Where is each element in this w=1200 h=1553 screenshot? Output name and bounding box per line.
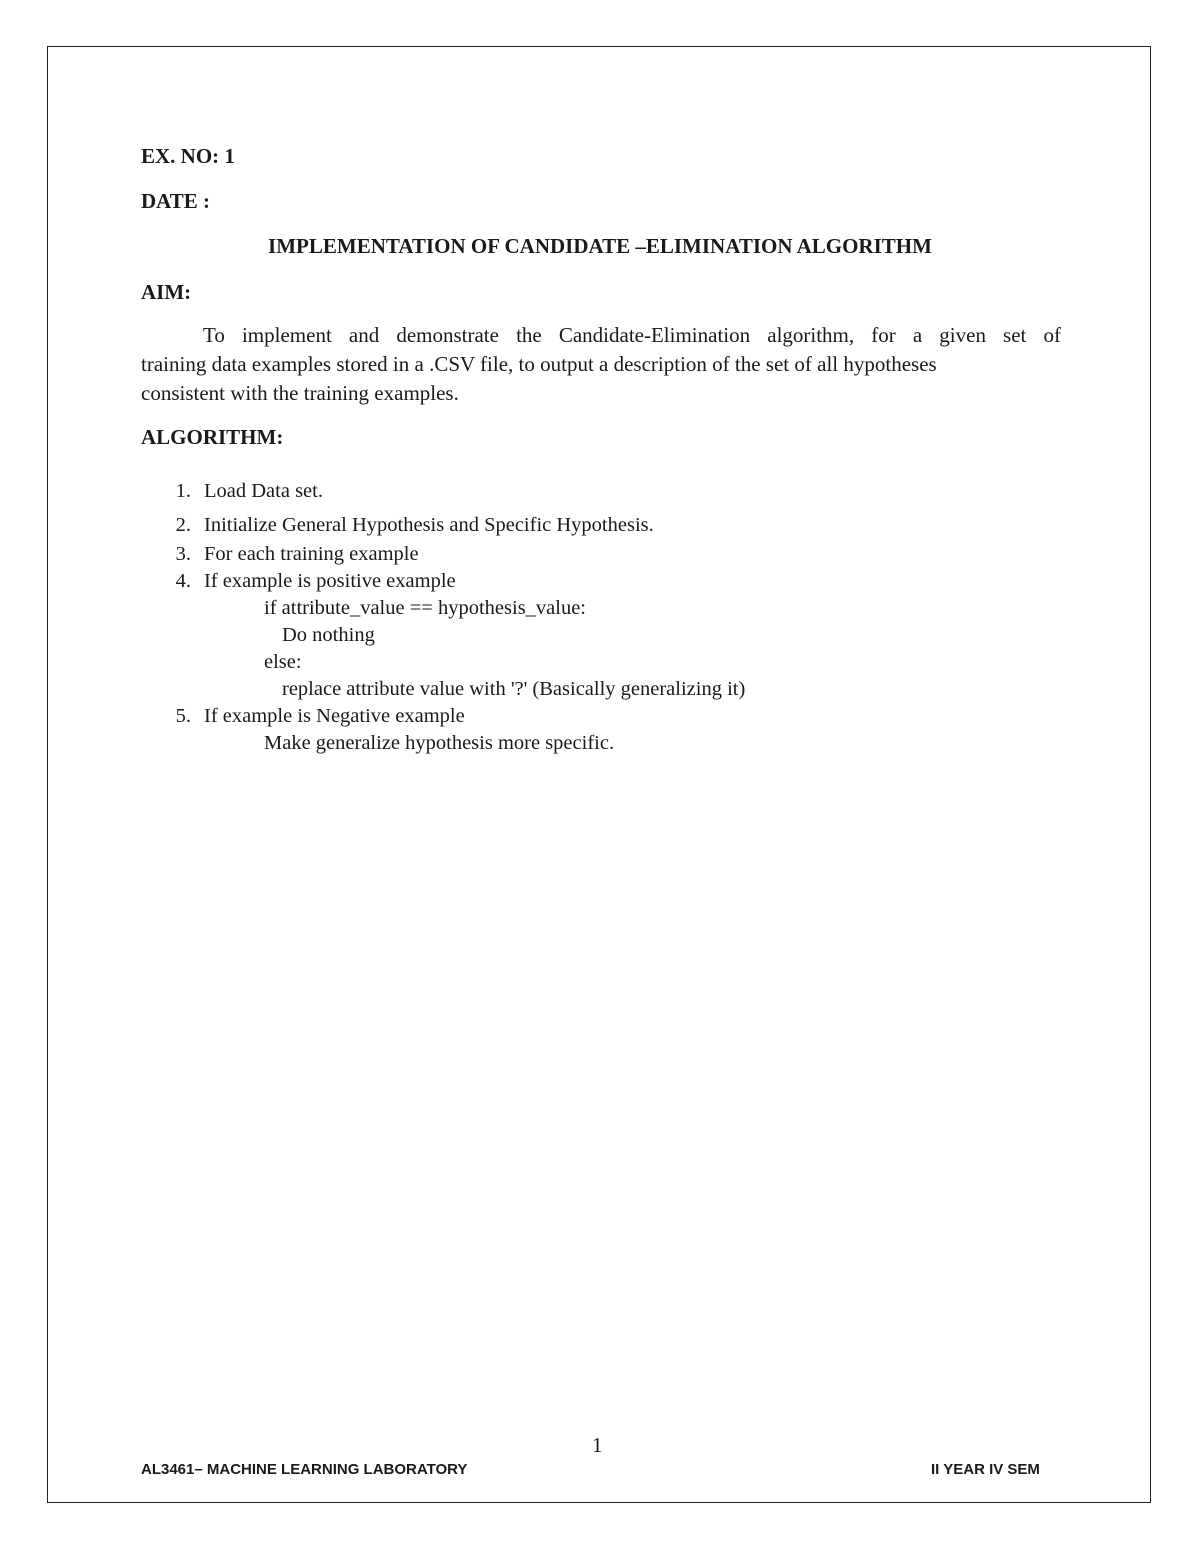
aim-paragraph: [141, 321, 1061, 408]
step-text: If example is positive example: [204, 570, 456, 592]
sub-step-text: replace attribute value with '?' (Basically generalizing it): [282, 678, 746, 700]
step-text: If example is Negative example: [204, 705, 465, 727]
page-title: [0, 234, 1200, 259]
step-text: Initialize General Hypothesis and Specific Hypothesis.: [204, 514, 654, 536]
sub-step-text: Make generalize hypothesis more specific.: [264, 732, 615, 754]
step-number: 3.: [175, 543, 191, 565]
page-number: 1: [592, 1433, 603, 1457]
sub-step-text: Do nothing: [282, 624, 375, 646]
sub-step-text: else:: [264, 651, 302, 673]
aim-line-3: consistent with the training examples.: [141, 381, 459, 405]
step-text: Load Data set.: [204, 480, 323, 502]
aim-line-1: To implement and demonstrate the Candidate-Elimination algorithm, for a given set of: [203, 323, 1061, 347]
step-number: 4.: [175, 570, 191, 592]
step-text: For each training example: [204, 543, 419, 565]
step-number: 1.: [175, 480, 191, 502]
footer-year-semester: II YEAR IV SEM: [931, 1461, 1040, 1478]
page-title-text: IMPLEMENTATION OF CANDIDATE –ELIMINATION ALGORITHM: [268, 234, 932, 258]
step-number: 5.: [175, 705, 191, 727]
footer-course-title: AL3461– MACHINE LEARNING LABORATORY: [141, 1461, 468, 1478]
date-label: DATE :: [141, 189, 211, 213]
algorithm-heading: ALGORITHM:: [141, 425, 284, 449]
exercise-number: EX. NO: 1: [141, 144, 235, 168]
sub-step-text: if attribute_value == hypothesis_value:: [264, 597, 587, 619]
step-number: 2.: [175, 514, 191, 536]
page-border: [47, 46, 1151, 1503]
aim-line-2: training data examples stored in a .CSV file, to output a description of the set of all hypotheses: [141, 352, 937, 376]
aim-heading: AIM:: [141, 280, 192, 304]
